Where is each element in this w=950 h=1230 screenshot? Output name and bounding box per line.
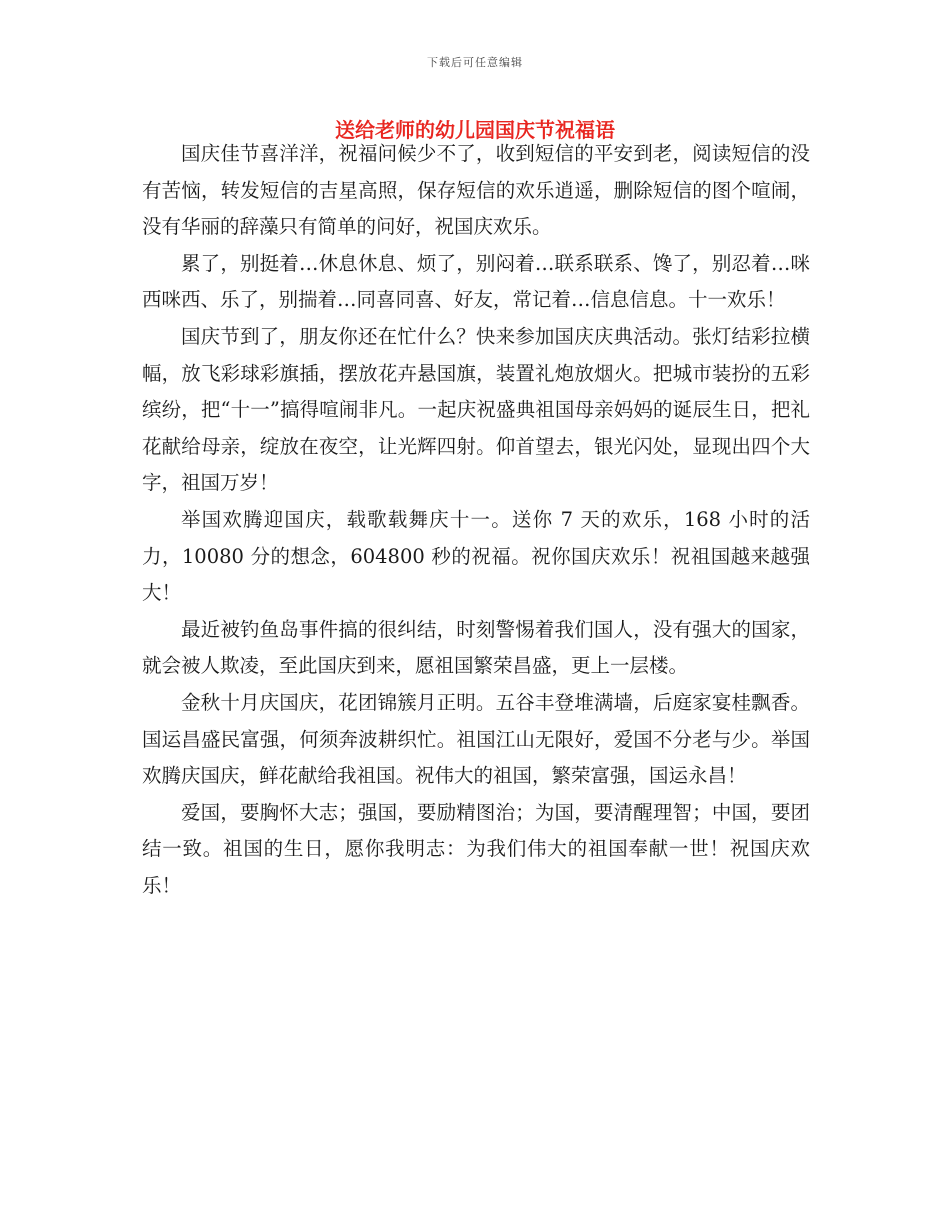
paragraph: 最近被钓鱼岛事件搞的很纠结，时刻警惕着我们国人，没有强大的国家，就会被人欺凌，至此国庆到来，愿祖国繁荣昌盛，更上一层楼。 — [142, 617, 810, 678]
header-note: 下载后可任意编辑 — [427, 56, 523, 69]
document-title: 送给老师的幼儿园国庆节祝福语 — [335, 118, 615, 142]
document-body — [142, 136, 810, 904]
paragraph: 金秋十月庆国庆，花团锦簇月正明。五谷丰登堆满墙，后庭家宴桂飘香。国运昌盛民富强，何须奔波耕织忙。祖国江山无限好，爱国不分老与少。举国欢腾庆国庆，鲜花献给我祖国。祝伟大的祖国，繁荣富强，国运永昌！ — [142, 690, 810, 788]
paragraph: 国庆佳节喜洋洋，祝福问候少不了，收到短信的平安到老，阅读短信的没有苦恼，转发短信的吉星高照，保存短信的欢乐逍遥，删除短信的图个喧闹，没有华丽的辞藻只有简单的问好，祝国庆欢乐。 — [142, 142, 810, 239]
paragraph: 举国欢腾迎国庆，载歌载舞庆十一。送你 7 天的欢乐，168 小时的活力，10080 分的想念，604800 秒的祝福。祝你国庆欢乐！祝祖国越来越强大！ — [142, 507, 810, 605]
paragraph: 爱国，要胸怀大志；强国，要励精图治；为国，要清醒理智；中国，要团结一致。祖国的生日，愿你我明志：为我们伟大的祖国奉献一世！祝国庆欢乐！ — [142, 800, 810, 897]
paragraph: 国庆节到了，朋友你还在忙什么？快来参加国庆庆典活动。张灯结彩拉横幅，放飞彩球彩旗插，摆放花卉悬国旗，装置礼炮放烟火。把城市装扮的五彩缤纷，把“十一”搞得喧闹非凡。一起庆祝盛典祖国母亲妈妈的诞辰生日，把礼花献给母亲，绽放在夜空，让光辉四射。仰首望去，银光闪处，显现出四个大字，祖国万岁！ — [142, 324, 810, 495]
paragraph: 累了，别挺着…休息休息、烦了，别闷着…联系联系、馋了，别忍着…咪西咪西、乐了，别揣着…同喜同喜、好友，常记着…信息信息。十一欢乐！ — [142, 251, 810, 312]
